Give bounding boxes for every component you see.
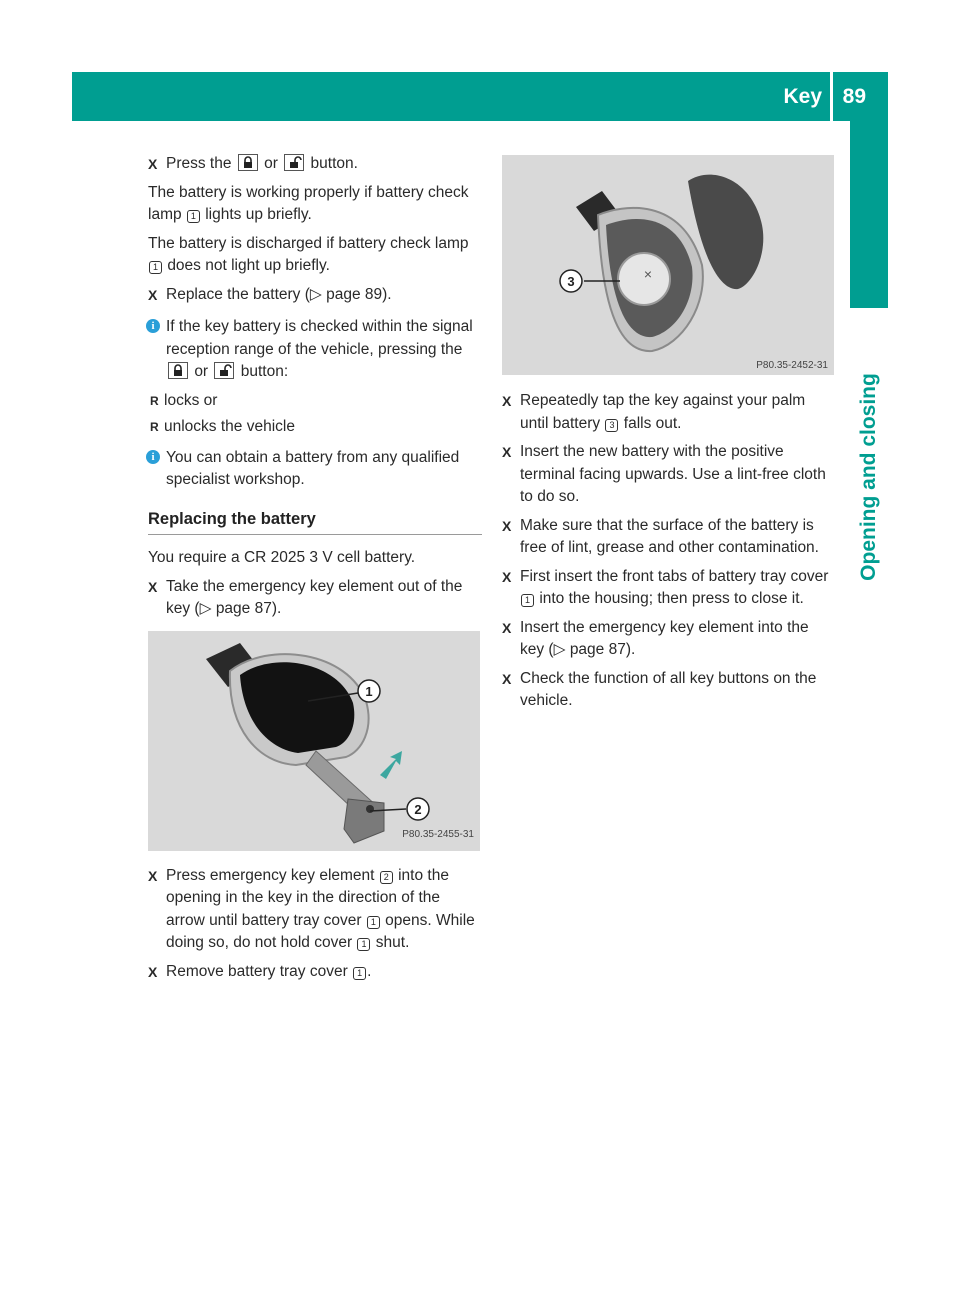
step-check-buttons: X Check the function of all key buttons on the vehicle. <box>502 669 817 709</box>
key-illustration <box>148 631 480 851</box>
side-tab-label: Opening and closing <box>857 373 880 581</box>
step-replace-battery: X Replace the battery (▷ page 89). <box>148 285 392 303</box>
right-column <box>502 390 836 719</box>
info-note-workshop: i You can obtain a battery from any qualified specialist workshop. <box>148 447 482 492</box>
number-1-icon: 1 <box>521 594 534 607</box>
step-marker: X <box>148 156 158 172</box>
number-2-icon: 2 <box>380 871 393 884</box>
number-1-icon: 1 <box>367 916 380 929</box>
step-make-sure: X Make sure that the surface of the battery is free of lint, grease and other contamination. <box>502 516 819 556</box>
step-insert-emergency-key: X Insert the emergency key element into the key (▷ page 87). <box>502 618 809 658</box>
svg-text:×: × <box>643 266 653 282</box>
info-icon: i <box>146 319 160 333</box>
list-item: R locks or <box>150 391 218 409</box>
info-note-signal: i If the key battery is checked within the signal reception range of the vehicle, pressing the or button: <box>148 316 482 384</box>
figure-code: P80.35-2452-31 <box>756 360 828 371</box>
step-remove-cover: X Remove battery tray cover 1 . <box>148 962 372 980</box>
step-insert-new-battery: X Insert the new battery with the positive terminal facing upwards. Use a lint-free cloth to do so. <box>502 443 826 505</box>
paragraph-require: You require a CR 2025 3 V cell battery. <box>148 549 416 566</box>
paragraph-working: The battery is working properly if battery check lamp 1 lights up briefly. <box>148 183 469 223</box>
unlock-icon <box>214 362 234 379</box>
step-take-key: X Take the emergency key element out of the key (▷ page 87). <box>148 577 463 617</box>
info-icon: i <box>146 450 160 464</box>
unlock-icon <box>284 154 304 171</box>
lock-icon <box>168 362 188 379</box>
step-first-insert: X First insert the front tabs of battery tray cover 1 into the housing; then press to close it. <box>502 567 829 607</box>
figure-code: P80.35-2455-31 <box>402 829 474 840</box>
step-press-button: X Press the or button. <box>148 153 482 176</box>
number-1-icon: 1 <box>353 967 366 980</box>
number-1-icon: 1 <box>149 261 162 274</box>
step-tap-key: X Repeatedly tap the key against your palm until battery 3 falls out. <box>502 392 806 432</box>
figure-key-emergency <box>148 631 480 851</box>
step-press-emergency-key: X Press emergency key element 2 into the opening in the key in the direction of the arrow until battery tray cover 1 opens. While doing so, do not hold cover 1 shut. <box>148 866 475 951</box>
svg-text:2: 2 <box>414 801 422 817</box>
page-number: 89 <box>842 85 866 108</box>
left-column <box>148 153 482 989</box>
svg-text:3: 3 <box>567 274 575 289</box>
header-divider <box>830 72 833 121</box>
figure-key-battery <box>502 155 834 375</box>
number-3-icon: 3 <box>605 419 618 432</box>
section-heading: Replacing the battery <box>148 508 482 536</box>
header-bar <box>72 72 888 121</box>
list-item: R unlocks the vehicle <box>150 418 295 435</box>
lock-icon <box>238 154 258 171</box>
number-1-icon: 1 <box>357 938 370 951</box>
battery-illustration <box>502 155 834 375</box>
number-1-icon: 1 <box>187 210 200 223</box>
section-title: Key <box>783 85 822 108</box>
paragraph-discharged: The battery is discharged if battery check lamp 1 does not light up briefly. <box>148 234 469 274</box>
svg-text:1: 1 <box>365 683 373 699</box>
side-tab <box>850 120 888 308</box>
